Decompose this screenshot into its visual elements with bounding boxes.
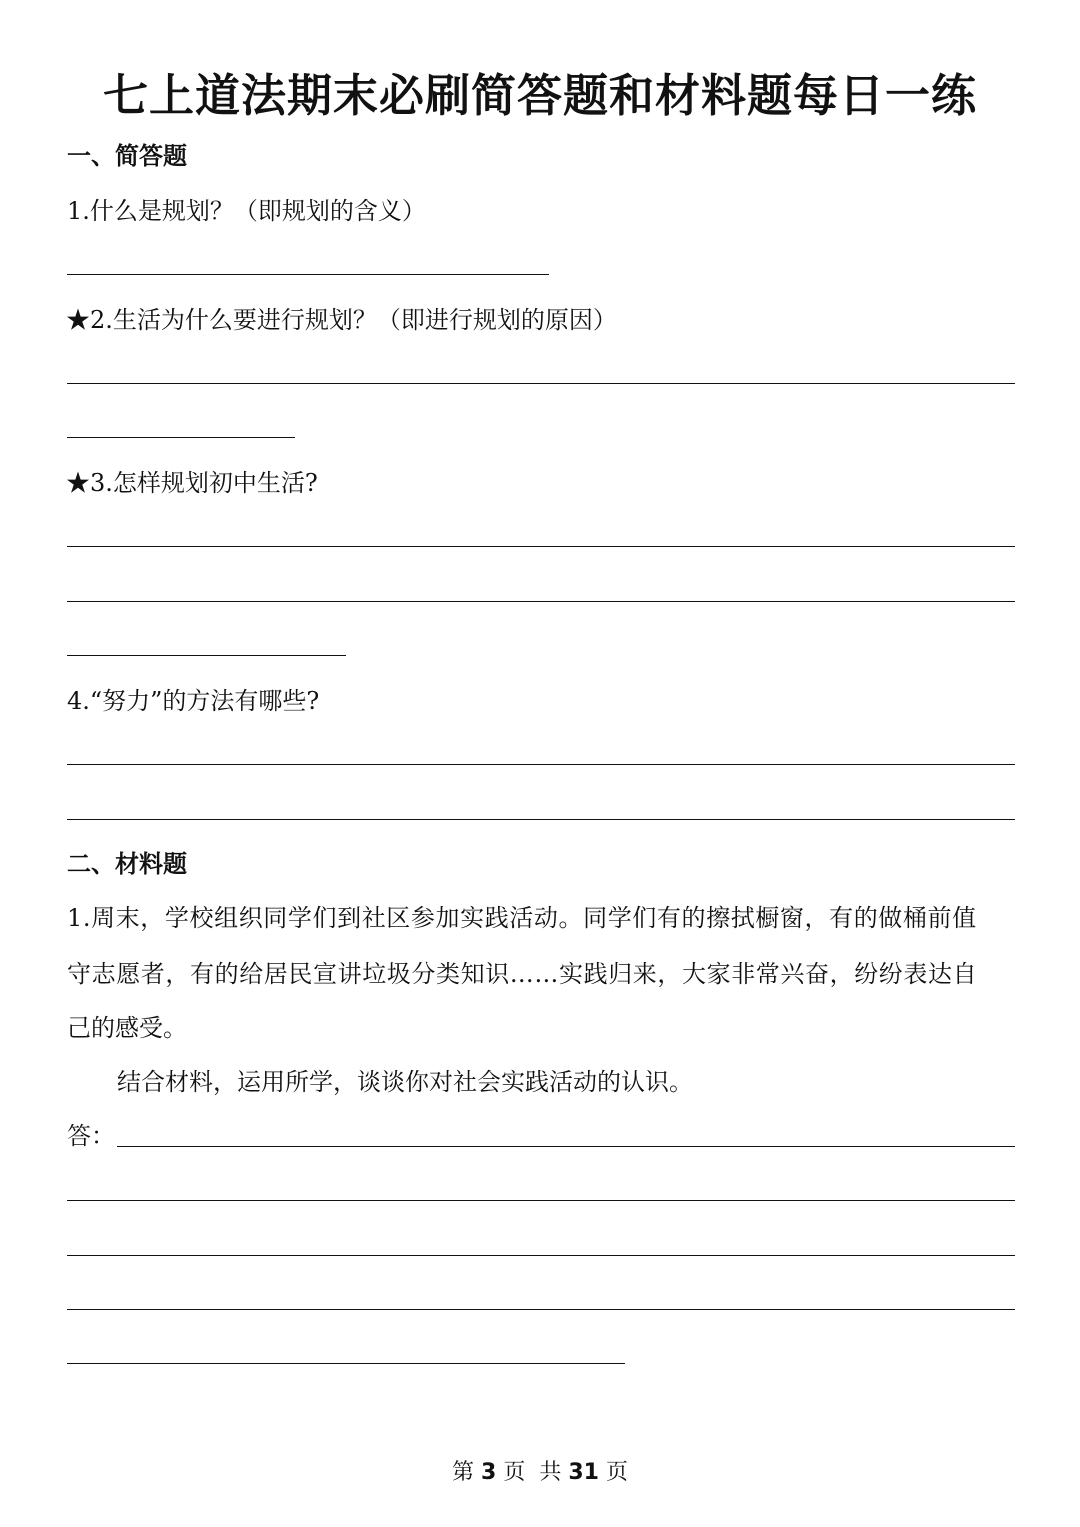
answer-line bbox=[67, 1309, 1015, 1310]
answer-line bbox=[67, 655, 346, 656]
answer-line bbox=[67, 383, 1015, 384]
question-4: 4.“努力”的方法有哪些? bbox=[67, 687, 320, 715]
material-line-3: 己的感受。 bbox=[67, 1014, 187, 1042]
section-heading-short-answer: 一、简答题 bbox=[67, 141, 187, 170]
answer-line bbox=[67, 437, 295, 438]
footer-prefix: 第 bbox=[452, 1460, 475, 1485]
answer-line bbox=[67, 274, 549, 275]
material-line-2: 守志愿者，有的给居民宣讲垃圾分类知识……实践归来，大家非常兴奋，纷纷表达自 bbox=[67, 960, 978, 988]
page-title: 七上道法期末必刷简答题和材料题每日一练 bbox=[102, 69, 977, 122]
answer-line bbox=[67, 819, 1015, 820]
answer-line bbox=[67, 1255, 1015, 1256]
question-1: 1.什么是规划？（即规划的含义） bbox=[67, 197, 426, 225]
answer-line bbox=[67, 601, 1015, 602]
answer-line bbox=[67, 1363, 625, 1364]
question-2: ★2.生活为什么要进行规划？（即进行规划的原因） bbox=[66, 306, 617, 334]
current-page-number: 3 bbox=[481, 1460, 497, 1485]
section-heading-material: 二、材料题 bbox=[67, 849, 187, 878]
answer-line bbox=[67, 546, 1015, 547]
answer-line bbox=[67, 764, 1015, 765]
question-3: ★3.怎样规划初中生活? bbox=[66, 469, 318, 497]
footer-suffix: 页 bbox=[605, 1460, 628, 1485]
material-line-1: 1.周末，学校组织同学们到社区参加实践活动。同学们有的擦拭橱窗，有的做桶前值 bbox=[67, 904, 977, 932]
material-prompt: 结合材料，运用所学，谈谈你对社会实践活动的认识。 bbox=[117, 1068, 693, 1096]
page-footer bbox=[0, 1458, 1080, 1488]
answer-line bbox=[117, 1146, 1015, 1147]
total-pages-number: 31 bbox=[568, 1460, 599, 1485]
answer-line bbox=[67, 1200, 1015, 1201]
footer-middle: 页 共 bbox=[503, 1460, 562, 1485]
answer-label: 答： bbox=[67, 1122, 115, 1150]
